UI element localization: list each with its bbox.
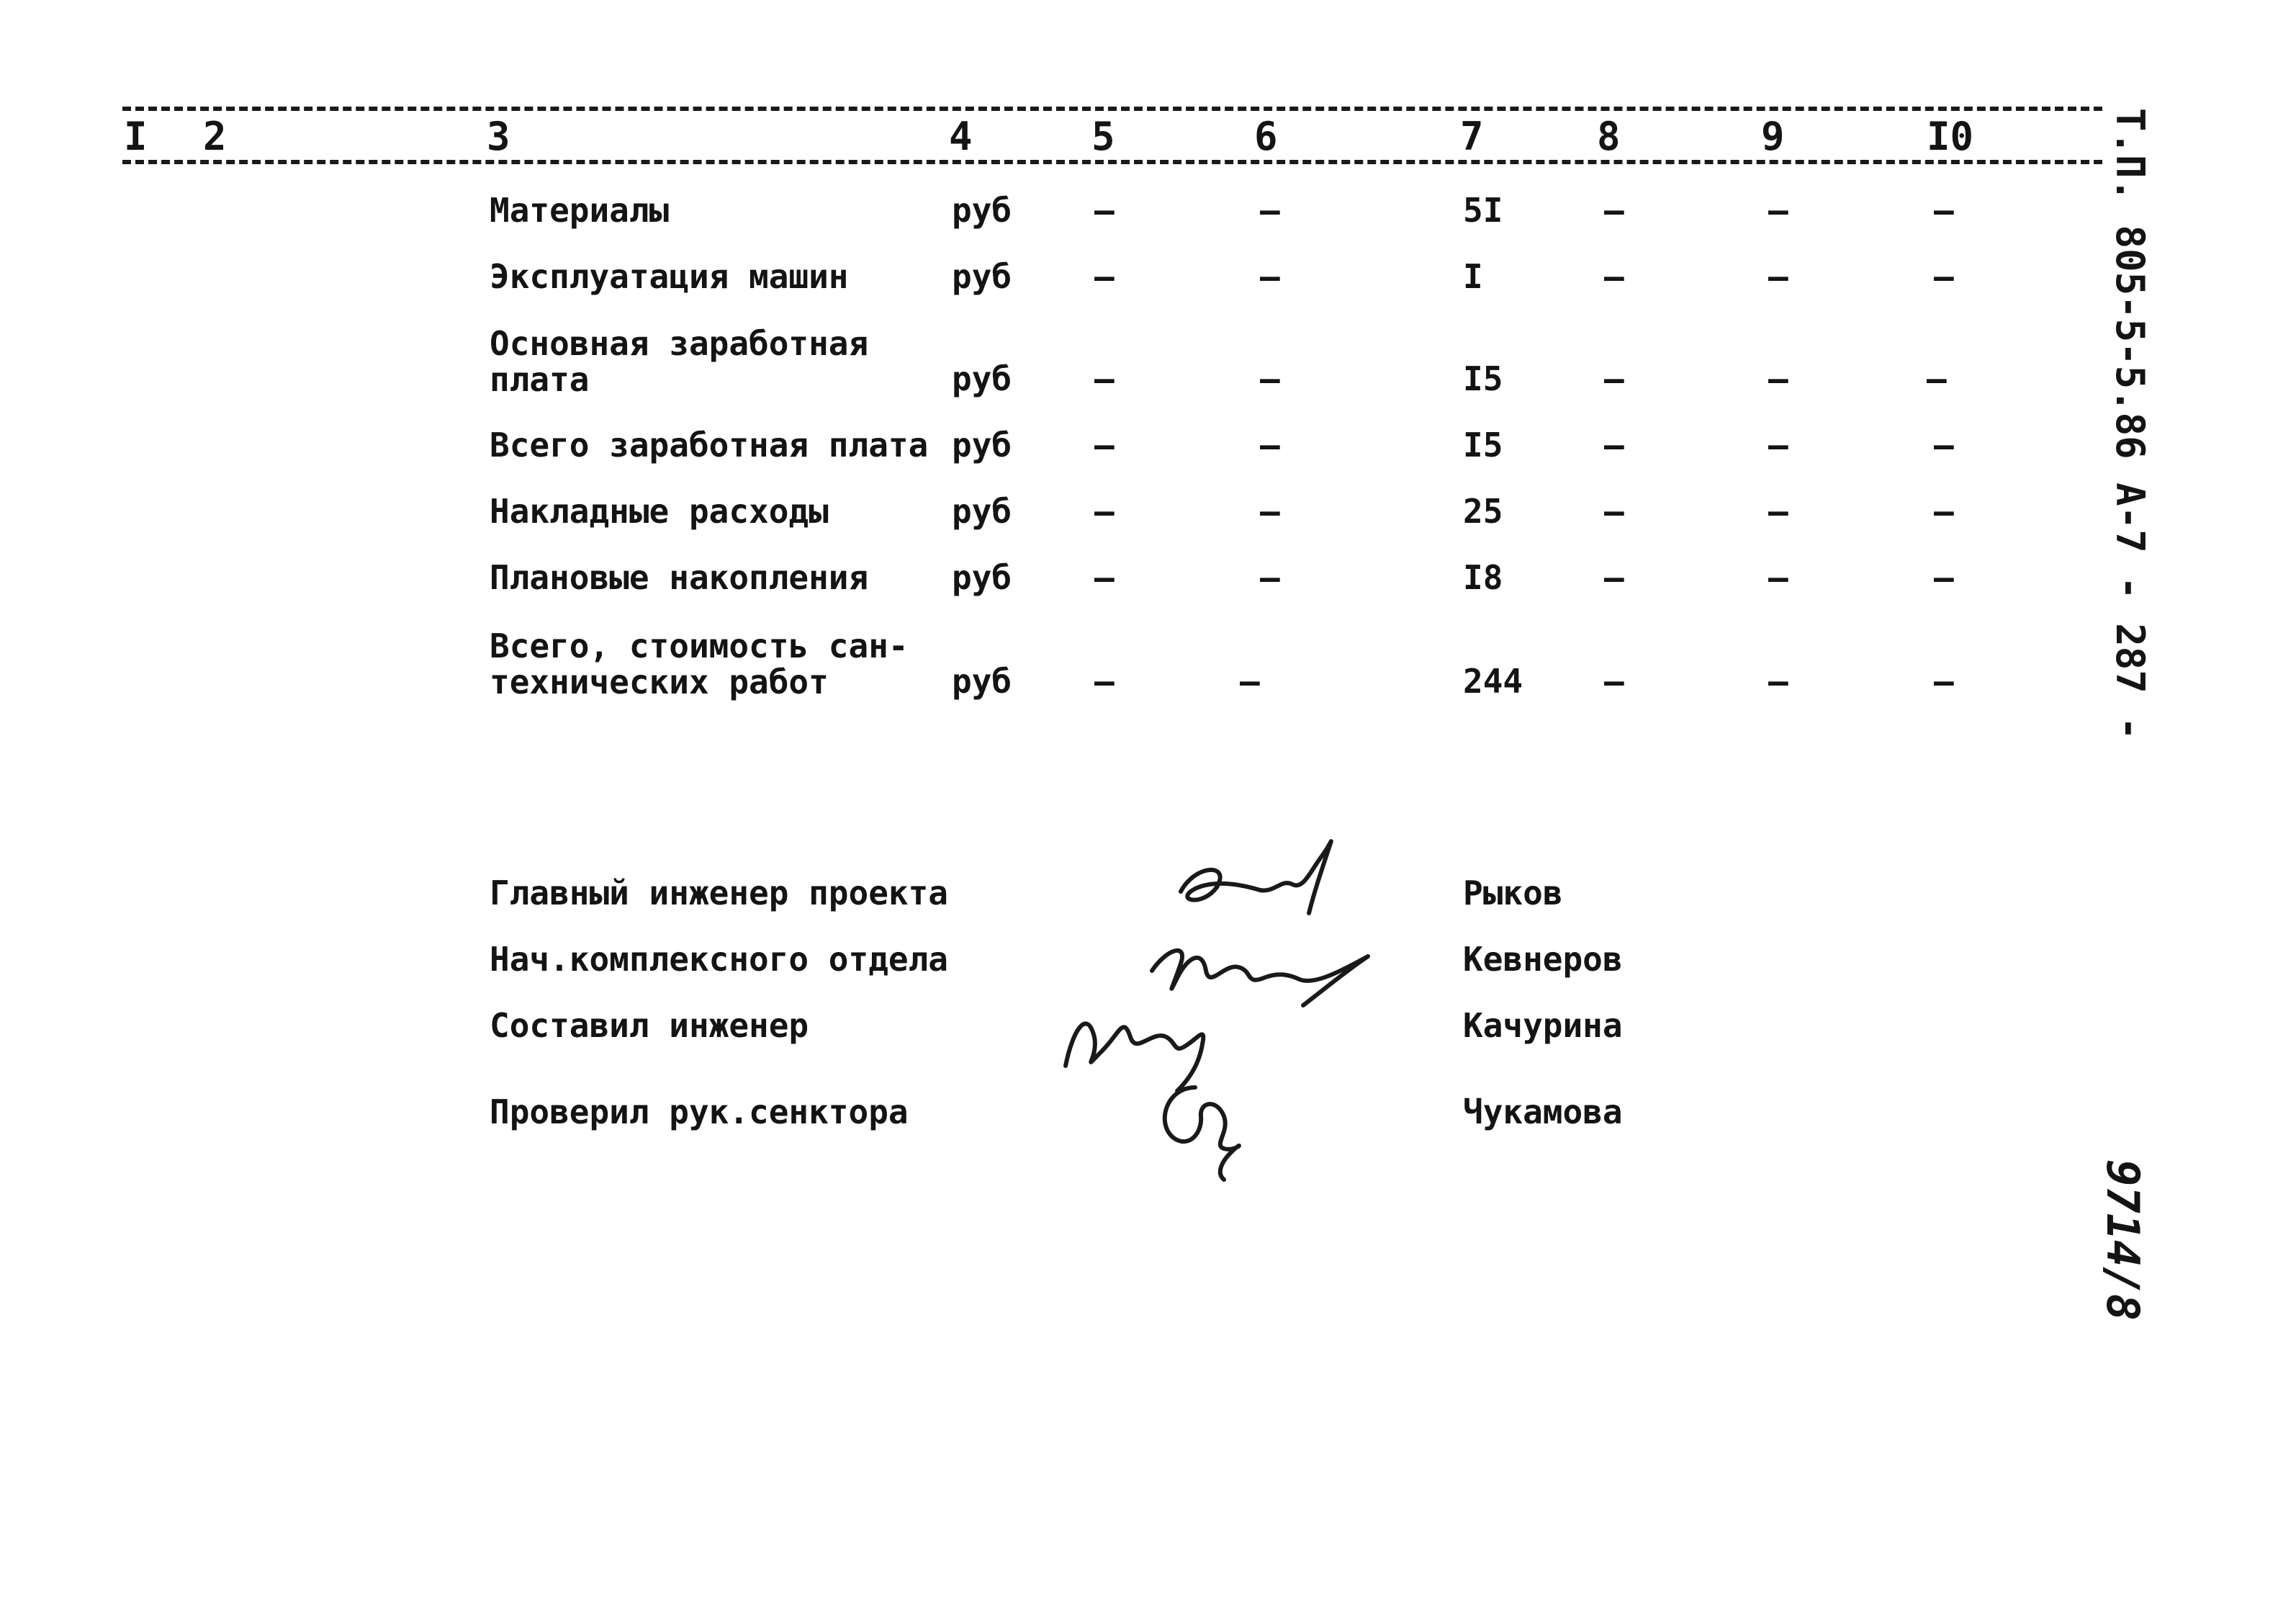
cell-col10: – (1934, 492, 1954, 531)
cell-col8: – (1604, 257, 1624, 296)
cell-col9: – (1768, 257, 1788, 296)
cell-col10: – (1934, 426, 1954, 464)
cell-col10: – (1934, 558, 1954, 597)
signatory-role: Составил инженер (490, 1006, 809, 1045)
cell-col6: – (1260, 191, 1280, 230)
cell-col6: – (1260, 492, 1280, 531)
row-unit: руб (952, 558, 1012, 597)
column-header-9: 9 (1761, 114, 1785, 159)
row-label-planned-savings: Плановые накопления (490, 558, 869, 597)
cell-col7: 5I (1463, 191, 1503, 230)
cell-col8: – (1604, 426, 1624, 464)
cell-col6: – (1260, 359, 1280, 398)
handwritten-signature-1 (1166, 828, 1354, 922)
row-unit: руб (952, 426, 1012, 464)
column-header-4: 4 (949, 114, 973, 159)
column-header-6: 6 (1254, 114, 1278, 159)
cell-col8: – (1604, 359, 1624, 398)
row-label-total-wages: Всего заработная плата (490, 426, 929, 464)
row-label-base-wages: Основная заработная плата (490, 324, 869, 399)
cell-col10: – (1934, 257, 1954, 296)
signatory-name: Чукамова (1463, 1092, 1623, 1131)
cell-col5: – (1094, 257, 1115, 296)
cell-col6: – (1260, 426, 1280, 464)
signatory-name: Качурина (1463, 1006, 1623, 1045)
header-rule-bottom (122, 160, 2102, 164)
cell-col8: – (1604, 492, 1624, 531)
row-unit: руб (952, 662, 1012, 701)
header-rule-top (122, 107, 2102, 111)
column-header-5: 5 (1091, 114, 1115, 159)
row-unit: руб (952, 492, 1012, 531)
signatory-role: Главный инженер проекта (490, 874, 948, 912)
cell-col6: – (1260, 558, 1280, 597)
cell-col10: – (1934, 191, 1954, 230)
cell-col5: – (1094, 558, 1115, 597)
signatory-role: Нач.комплексного отдела (490, 940, 948, 979)
signatory-name: Рыков (1463, 874, 1563, 912)
cell-col8: – (1604, 191, 1624, 230)
signatory-role: Проверил рук.сенктора (490, 1092, 909, 1131)
cell-col9: – (1768, 662, 1788, 701)
row-label-materials: Материалы (490, 191, 670, 230)
cell-col5: – (1094, 492, 1115, 531)
column-header-1: I (124, 114, 148, 159)
cell-col7: 244 (1463, 662, 1523, 701)
cell-col10: – (1927, 359, 1947, 398)
cell-col8: – (1604, 662, 1624, 701)
column-header-2: 2 (203, 114, 227, 159)
cell-col6: – (1240, 662, 1260, 701)
column-header-7: 7 (1460, 114, 1484, 159)
cell-col7: 25 (1463, 492, 1503, 531)
cell-col9: – (1768, 426, 1788, 464)
cell-col9: – (1768, 558, 1788, 597)
cell-col7: I (1463, 257, 1483, 296)
cell-col5: – (1094, 426, 1115, 464)
cell-col10: – (1934, 662, 1954, 701)
margin-archive-number: 9714/8 (2097, 1159, 2149, 1321)
row-unit: руб (952, 359, 1012, 398)
signatory-name: Кевнеров (1463, 940, 1623, 979)
cell-col5: – (1094, 191, 1115, 230)
margin-document-code: Т.П. 805-5-5.86 А-7 - 287 - (2107, 108, 2153, 740)
row-label-overheads: Накладные расходы (490, 492, 829, 531)
column-header-8: 8 (1597, 114, 1621, 159)
cell-col7: I5 (1463, 359, 1503, 398)
handwritten-signature-4 (1145, 1066, 1267, 1181)
row-label-machine-operation: Эксплуатация машин (490, 257, 849, 296)
cell-col9: – (1768, 492, 1788, 531)
cell-col6: – (1260, 257, 1280, 296)
row-label-total-plumbing-cost: Всего, стоимость сан- технических работ (490, 627, 909, 701)
cell-col5: – (1094, 359, 1115, 398)
cell-col8: – (1604, 558, 1624, 597)
row-unit: руб (952, 191, 1012, 230)
cell-col9: – (1768, 359, 1788, 398)
cell-col9: – (1768, 191, 1788, 230)
row-unit: руб (952, 257, 1012, 296)
cell-col5: – (1094, 662, 1115, 701)
column-header-10: I0 (1927, 114, 1974, 159)
column-header-3: 3 (487, 114, 510, 159)
cell-col7: I5 (1463, 426, 1503, 464)
cell-col7: I8 (1463, 558, 1503, 597)
